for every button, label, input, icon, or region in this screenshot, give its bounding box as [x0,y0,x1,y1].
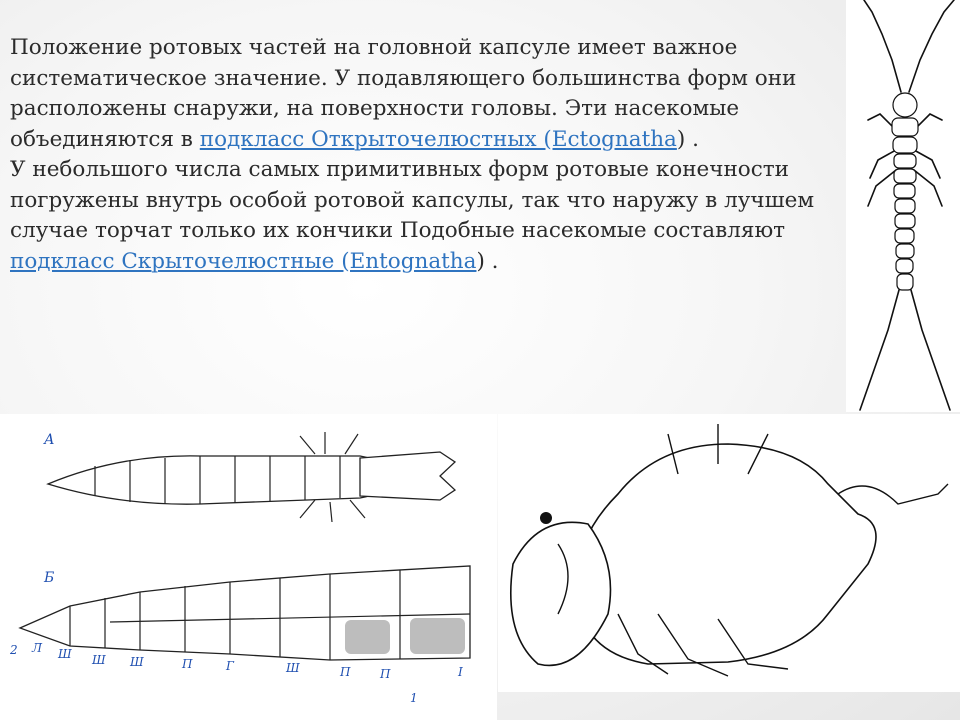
paragraph-2-text: У небольшого числа самых примитивных форм ротовые конечности погружены внутрь особой ротовой капсулы, так что наружу в лучшем случае торчат только их кончики Подобные насекомые составляют [10,157,815,243]
roman-label: Г [226,659,234,673]
body-text [10,33,840,277]
larvae-figure [0,414,497,720]
roman-label: Ш [286,661,300,675]
paragraph-1-tail: ) . [676,126,699,152]
diplura-figure [846,0,960,412]
link-ectognatha[interactable]: подкласс Открыточелюстных (Ectognatha [199,126,677,152]
roman-label: П [340,665,351,679]
roman-label: 2 [10,643,18,657]
paragraph-2-tail: ) . [476,248,499,274]
paragraph-entognatha [10,155,840,277]
roman-label: Ш [92,653,106,667]
paragraph-ectognatha [10,33,840,155]
roman-label: Ш [58,647,72,661]
roman-label: Л [32,641,43,655]
figure-label-b: Б [44,570,55,586]
paragraph-1-text: Положение ротовых частей на головной капсуле имеет важное систематическое значение. У подавляющего большинства форм они расположены снаружи, на поверхности головы. Эти насекомые объединяются в [10,35,797,152]
roman-label: П [182,657,193,671]
collembola-figure [498,414,960,692]
roman-label: Ш [130,655,144,669]
roman-label: І [458,665,463,679]
figure-label-a: А [44,432,55,448]
roman-label: П [380,667,391,681]
arrow-label: 1 [410,691,418,705]
link-entognatha[interactable]: подкласс Скрыточелюстные (Entognatha [10,248,477,274]
